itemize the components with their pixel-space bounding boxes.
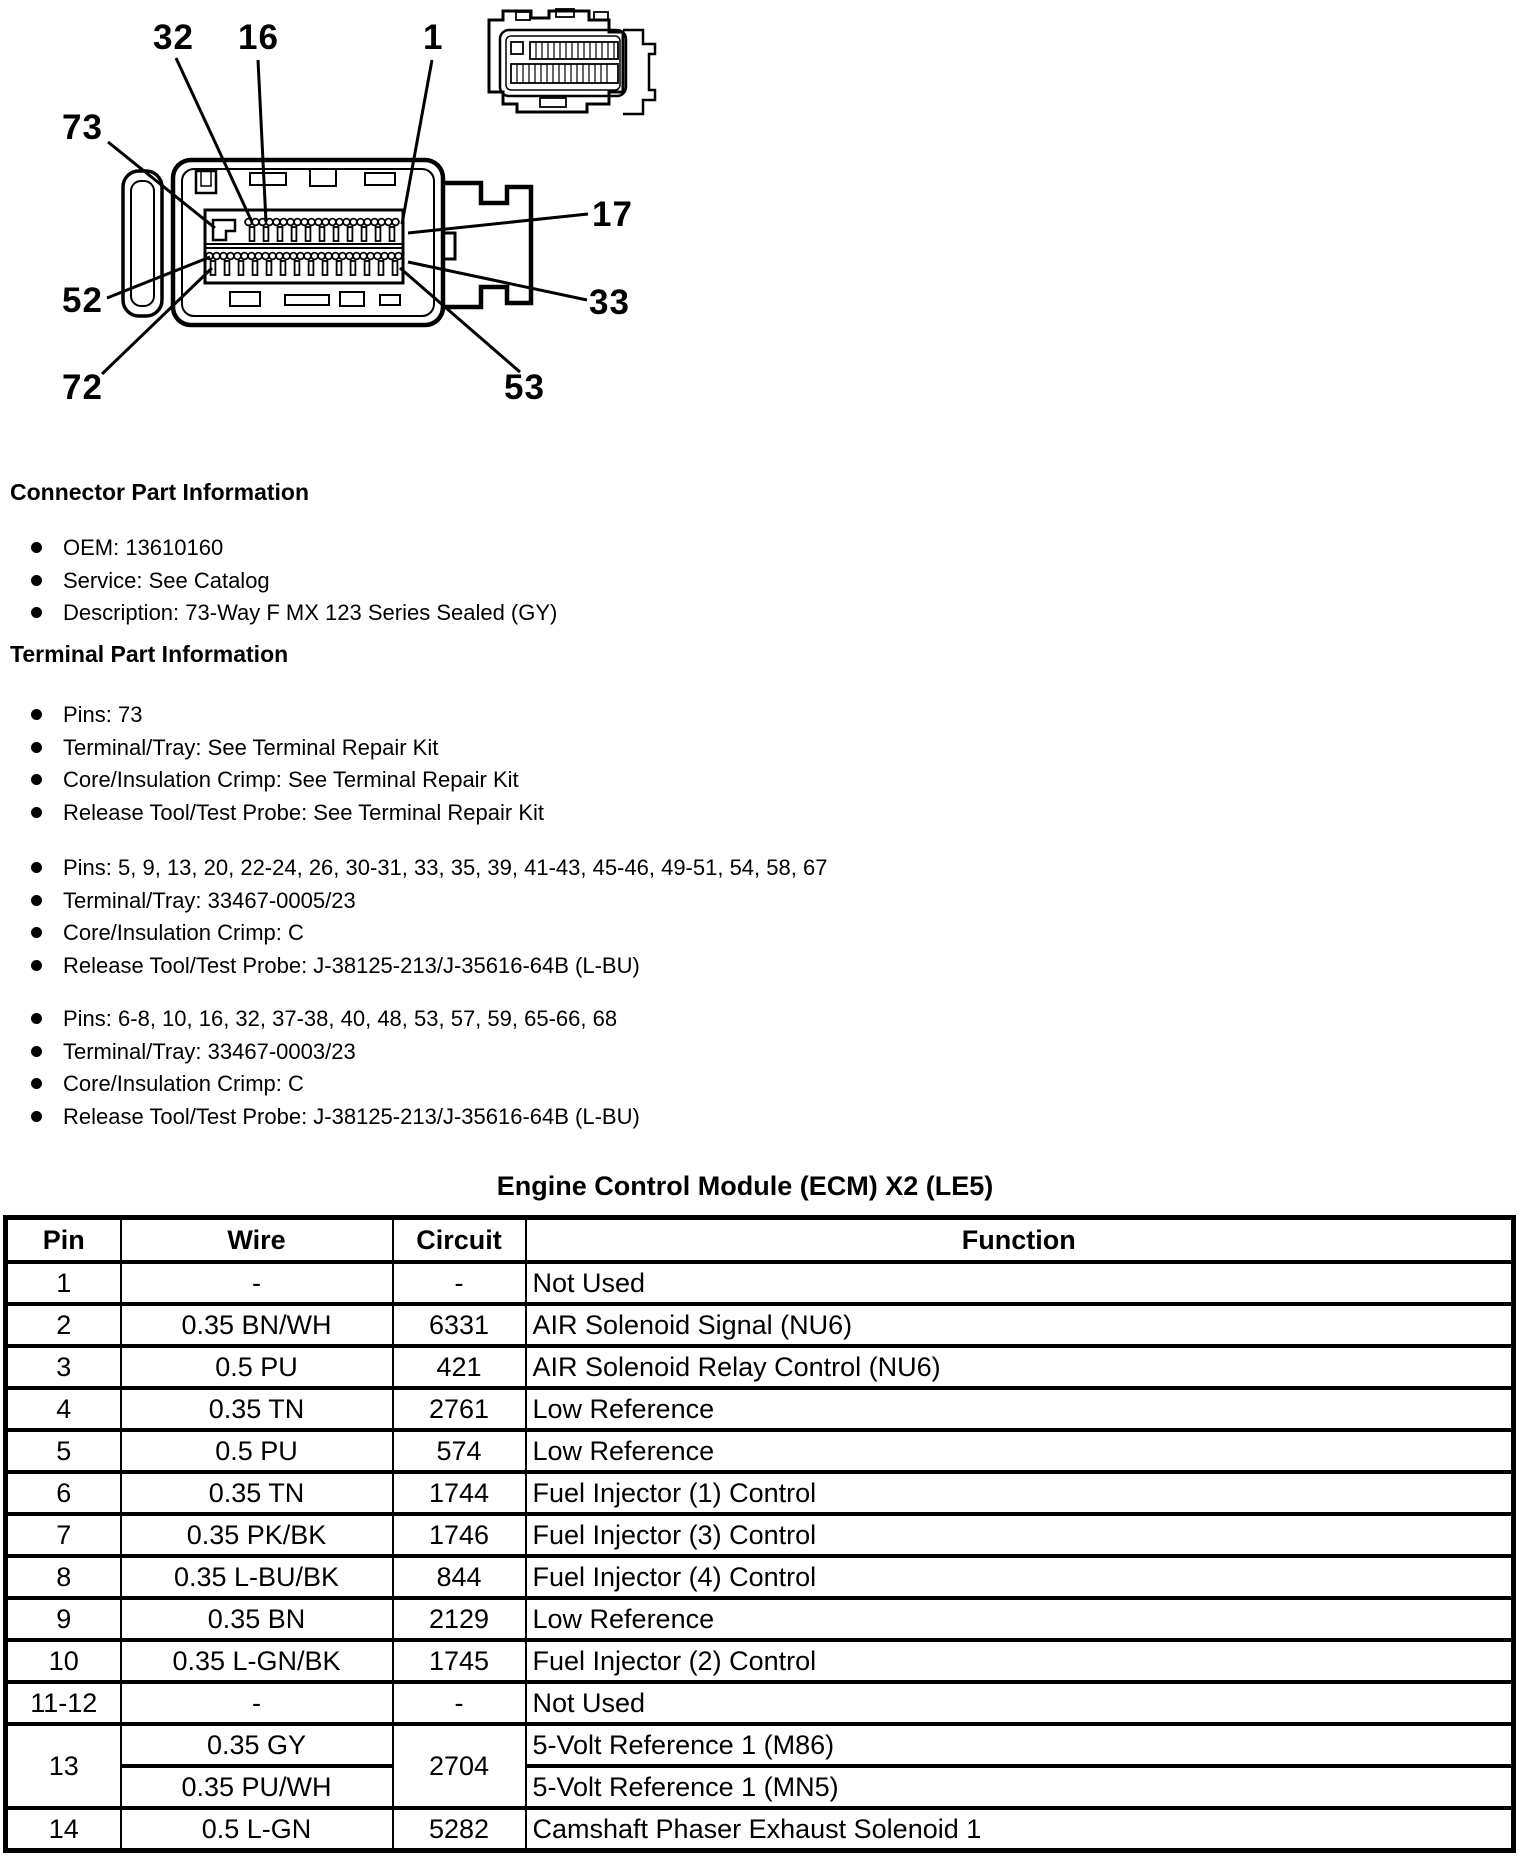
callout-label-1: 1 bbox=[423, 18, 444, 57]
connector-part-information-list bbox=[0, 532, 1300, 630]
cell-function: Not Used bbox=[526, 1262, 1514, 1304]
cell-wire: - bbox=[121, 1682, 393, 1724]
cell-circuit: 1745 bbox=[393, 1640, 526, 1682]
cell-pin: 2 bbox=[6, 1304, 121, 1346]
list-item: Terminal/Tray: 33467-0005/23 bbox=[0, 885, 1300, 918]
cell-wire: 0.35 L-GN/BK bbox=[121, 1640, 393, 1682]
cell-pin: 9 bbox=[6, 1598, 121, 1640]
callout-label-17: 17 bbox=[592, 195, 633, 234]
cell-wire: 0.5 L-GN bbox=[121, 1808, 393, 1851]
table-row bbox=[6, 1598, 1514, 1640]
table-row bbox=[6, 1346, 1514, 1388]
callout-label-52: 52 bbox=[62, 281, 103, 320]
cell-wire: 0.5 PU bbox=[121, 1346, 393, 1388]
cell-function: Fuel Injector (4) Control bbox=[526, 1556, 1514, 1598]
cell-function: Fuel Injector (2) Control bbox=[526, 1640, 1514, 1682]
cell-circuit: 844 bbox=[393, 1556, 526, 1598]
list-item: Release Tool/Test Probe: See Terminal Repair Kit bbox=[0, 797, 1300, 830]
cell-function: Camshaft Phaser Exhaust Solenoid 1 bbox=[526, 1808, 1514, 1851]
cell-wire: 0.35 BN bbox=[121, 1598, 393, 1640]
table-row bbox=[6, 1472, 1514, 1514]
list-item: OEM: 13610160 bbox=[0, 532, 1300, 565]
cell-pin: 7 bbox=[6, 1514, 121, 1556]
list-item: Pins: 73 bbox=[0, 699, 1300, 732]
column-header-pin: Pin bbox=[6, 1218, 121, 1263]
table-row bbox=[6, 1304, 1514, 1346]
cell-circuit: 2761 bbox=[393, 1388, 526, 1430]
cell-circuit: 2129 bbox=[393, 1598, 526, 1640]
cell-wire: 0.35 GY bbox=[121, 1724, 393, 1766]
cell-circuit: 6331 bbox=[393, 1304, 526, 1346]
cell-pin: 5 bbox=[6, 1430, 121, 1472]
table-row bbox=[6, 1766, 1514, 1808]
list-item: Core/Insulation Crimp: C bbox=[0, 1068, 1300, 1101]
cell-circuit: 1746 bbox=[393, 1514, 526, 1556]
list-item: Pins: 5, 9, 13, 20, 22-24, 26, 30-31, 33, 35, 39, 41-43, 45-46, 49-51, 54, 58, 67 bbox=[0, 852, 1300, 885]
cell-function: Fuel Injector (3) Control bbox=[526, 1514, 1514, 1556]
list-item: Release Tool/Test Probe: J-38125-213/J-35616-64B (L-BU) bbox=[0, 1101, 1300, 1134]
cell-function: 5-Volt Reference 1 (M86) bbox=[526, 1724, 1514, 1766]
cell-function: Fuel Injector (1) Control bbox=[526, 1472, 1514, 1514]
connector-diagram bbox=[0, 0, 1520, 430]
cell-circuit: - bbox=[393, 1682, 526, 1724]
list-item: Core/Insulation Crimp: See Terminal Repair Kit bbox=[0, 764, 1300, 797]
list-item: Service: See Catalog bbox=[0, 565, 1300, 598]
callout-label-53: 53 bbox=[504, 368, 545, 407]
connector-3d-drawing bbox=[489, 9, 655, 114]
cell-pin: 4 bbox=[6, 1388, 121, 1430]
connector-part-information-heading: Connector Part Information bbox=[10, 479, 310, 505]
cell-function: Not Used bbox=[526, 1682, 1514, 1724]
callout-label-72: 72 bbox=[62, 368, 103, 407]
column-header-function: Function bbox=[526, 1218, 1514, 1263]
cell-wire: 0.5 PU bbox=[121, 1430, 393, 1472]
cell-circuit: 574 bbox=[393, 1430, 526, 1472]
column-header-circuit: Circuit bbox=[393, 1218, 526, 1263]
cell-circuit: - bbox=[393, 1262, 526, 1304]
cell-function: AIR Solenoid Relay Control (NU6) bbox=[526, 1346, 1514, 1388]
list-item: Terminal/Tray: See Terminal Repair Kit bbox=[0, 732, 1300, 765]
list-item: Release Tool/Test Probe: J-38125-213/J-35616-64B (L-BU) bbox=[0, 950, 1300, 983]
table-row bbox=[6, 1430, 1514, 1472]
table-row bbox=[6, 1514, 1514, 1556]
cell-wire: - bbox=[121, 1262, 393, 1304]
terminal-info-group-2 bbox=[0, 852, 1300, 982]
column-header-wire: Wire bbox=[121, 1218, 393, 1263]
table-row bbox=[6, 1724, 1514, 1766]
table-row bbox=[6, 1682, 1514, 1724]
cell-circuit: 2704 bbox=[393, 1724, 526, 1808]
cell-function: Low Reference bbox=[526, 1388, 1514, 1430]
terminal-info-group-1 bbox=[0, 699, 1300, 829]
table-row bbox=[6, 1808, 1514, 1851]
cell-circuit: 421 bbox=[393, 1346, 526, 1388]
connector-front-view-drawing bbox=[123, 160, 531, 325]
cell-wire: 0.35 BN/WH bbox=[121, 1304, 393, 1346]
terminal-info-group-3 bbox=[0, 1003, 1300, 1133]
list-item: Core/Insulation Crimp: C bbox=[0, 917, 1300, 950]
cell-pin: 11-12 bbox=[6, 1682, 121, 1724]
table-title: Engine Control Module (ECM) X2 (LE5) bbox=[496, 1171, 994, 1201]
table-header-row bbox=[6, 1218, 1514, 1263]
callout-label-73: 73 bbox=[62, 108, 103, 147]
cell-function: Low Reference bbox=[526, 1430, 1514, 1472]
table-row bbox=[6, 1388, 1514, 1430]
cell-pin: 8 bbox=[6, 1556, 121, 1598]
list-item: Description: 73-Way F MX 123 Series Sealed (GY) bbox=[0, 597, 1300, 630]
callout-label-33: 33 bbox=[589, 283, 630, 322]
table-row bbox=[6, 1556, 1514, 1598]
callout-label-16: 16 bbox=[238, 18, 279, 57]
cell-wire: 0.35 L-BU/BK bbox=[121, 1556, 393, 1598]
cell-pin: 13 bbox=[6, 1724, 121, 1808]
cell-circuit: 1744 bbox=[393, 1472, 526, 1514]
terminal-part-information-heading: Terminal Part Information bbox=[10, 641, 289, 667]
cell-pin: 1 bbox=[6, 1262, 121, 1304]
cell-function: AIR Solenoid Signal (NU6) bbox=[526, 1304, 1514, 1346]
cell-function: 5-Volt Reference 1 (MN5) bbox=[526, 1766, 1514, 1808]
table-row bbox=[6, 1262, 1514, 1304]
list-item: Terminal/Tray: 33467-0003/23 bbox=[0, 1036, 1300, 1069]
connector-line-art bbox=[0, 0, 1520, 430]
cell-pin: 3 bbox=[6, 1346, 121, 1388]
list-item: Pins: 6-8, 10, 16, 32, 37-38, 40, 48, 53, 57, 59, 65-66, 68 bbox=[0, 1003, 1300, 1036]
cell-wire: 0.35 TN bbox=[121, 1388, 393, 1430]
table-row bbox=[6, 1640, 1514, 1682]
cell-wire: 0.35 PK/BK bbox=[121, 1514, 393, 1556]
cell-wire: 0.35 PU/WH bbox=[121, 1766, 393, 1808]
callout-label-32: 32 bbox=[153, 18, 194, 57]
cell-pin: 14 bbox=[6, 1808, 121, 1851]
cell-pin: 10 bbox=[6, 1640, 121, 1682]
cell-function: Low Reference bbox=[526, 1598, 1514, 1640]
cell-pin: 6 bbox=[6, 1472, 121, 1514]
cell-circuit: 5282 bbox=[393, 1808, 526, 1851]
ecm-pinout-table bbox=[3, 1215, 1516, 1853]
cell-wire: 0.35 TN bbox=[121, 1472, 393, 1514]
